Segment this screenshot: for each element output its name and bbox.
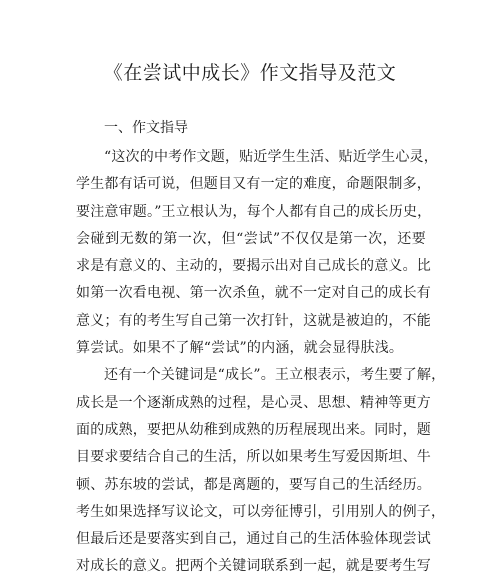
text-line: 对成长的意义。把两个关键词联系到一起，就是要考生写 [76,558,431,575]
body-text [76,144,446,581]
text-line: 但最后还是要落实到自己，通过自己的生活体验体现尝试 [76,531,431,548]
text-line: 考生如果选择写议论文，可以旁征博引，引用别人的例子， [76,503,446,520]
text-line: 面的成熟，要把从幼稚到成熟的历程展现出来。同时，题 [76,421,431,438]
text-line: 成长是一个逐渐成熟的过程，是心灵、思想、精神等更方 [76,394,431,411]
text-line: 会碰到无数的第一次，但“尝试”不仅仅是第一次，还要 [76,230,426,247]
text-line: 算尝试。如果不了解“尝试”的内涵，就会显得肤浅。 [76,340,404,357]
text-line: 顿、苏东坡的尝试，都是离题的，要写自己的生活经历。 [76,476,431,493]
text-line: 如第一次看电视、第一次杀鱼，就不一定对自己的成长有 [76,285,431,302]
text-line: 学生都有话可说，但题目又有一定的难度，命题限制多， [76,176,431,193]
text-line: 目要求要结合自己的生活，所以如果考生写爱因斯坦、牛 [76,449,431,466]
text-line: “这次的中考作文题，贴近学生生活、贴近学生心灵， [104,149,438,165]
text-line: 意义；有的考生写自己第一次打针，这就是被迫的，不能 [76,312,431,329]
text-line: 要注意审题。”王立根认为，每个人都有自己的成长历史， [76,203,432,220]
text-line: 求是有意义的、主动的，要揭示出对自己成长的意义。比 [76,258,431,275]
section-heading: 一、作文指导 [104,120,188,136]
document-title: 《在尝试中成长》作文指导及范文 [103,62,397,84]
text-line: 还有一个关键词是“成长”。王立根表示，考生要了解， [104,367,446,384]
